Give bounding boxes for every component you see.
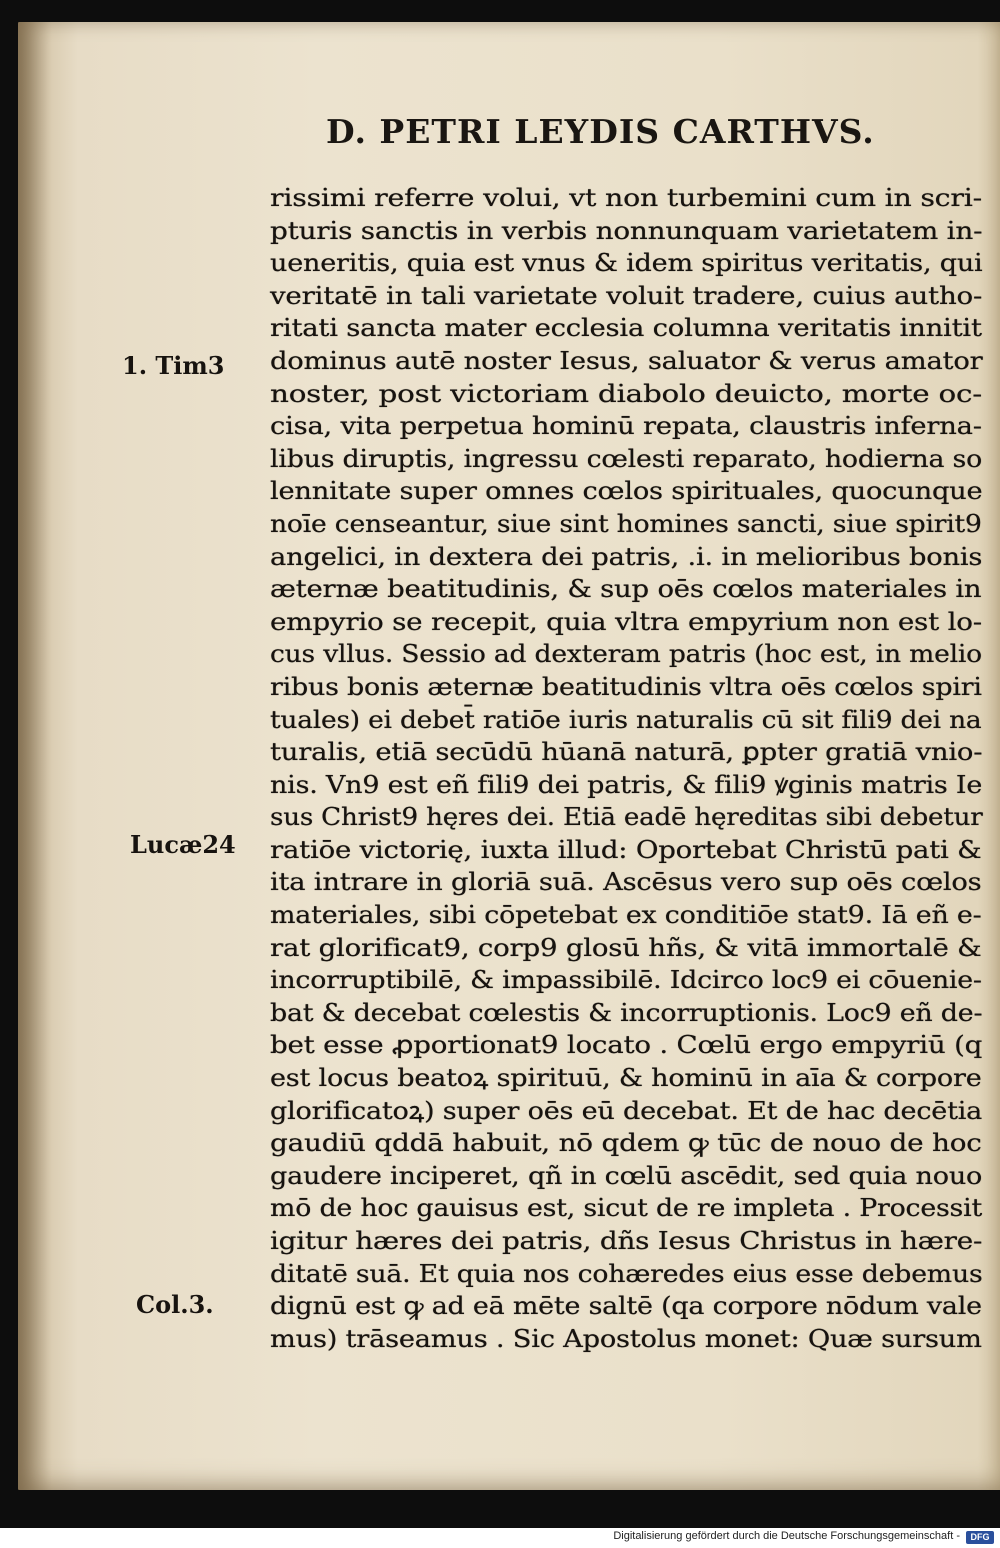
marginal-note: Col.3. bbox=[136, 1290, 214, 1319]
text-line: est locus beatoꝝ spirituū, & hominū in aīa & corpore bbox=[270, 1064, 982, 1093]
text-block bbox=[270, 182, 982, 1355]
text-line: nis. Vn9 est eñ fili9 dei patris, & fili9 ꝟginis matris Ie bbox=[270, 770, 983, 799]
text-line: mō de hoc gauisus est, sicut de re impleta . Processit bbox=[270, 1194, 983, 1223]
funding-credit: Digitalisierung gefördert durch die Deutsche Forschungsgemeinschaft - bbox=[613, 1530, 960, 1542]
text-line: bat & decebat cœlestis & incorruptionis. Loc9 eñ de- bbox=[270, 998, 983, 1027]
book-page bbox=[18, 22, 1000, 1490]
marginal-note: 1. Tim3 bbox=[122, 351, 225, 380]
dfg-logo: DFG bbox=[966, 1531, 994, 1544]
text-line: igitur hæres dei patris, dñs Iesus Christus in hære- bbox=[270, 1227, 983, 1255]
text-line: empyrio se recepit, quia vltra empyrium non est lo- bbox=[270, 607, 982, 636]
footer-bar bbox=[0, 1528, 1000, 1548]
text-line: veritatē in tali varietate voluit tradere, cuius autho- bbox=[270, 281, 983, 310]
text-line: glorificatoꝝ) super oēs eū decebat. Et de hac decētia bbox=[270, 1096, 983, 1125]
text-line: ribus bonis æternæ beatitudinis vltra oēs cœlos spiri bbox=[270, 672, 982, 701]
text-line: noster, post victoriam diabolo deuicto, morte oc- bbox=[270, 379, 982, 408]
text-line: materiales, sibi cōpetebat ex conditiōe stat9. Iā eñ e- bbox=[270, 901, 982, 930]
running-head: D. PETRI LEYDIS CARTHVS. bbox=[326, 112, 875, 151]
text-line: ueneritis, quia est vnus & idem spiritus veritatis, qui bbox=[270, 249, 983, 278]
text-line: mus) trāseamus . Sic Apostolus monet: Quæ sursum bbox=[270, 1324, 982, 1353]
text-line: lennitate super omnes cœlos spirituales, quocunque bbox=[270, 477, 983, 506]
text-line: noīe censeantur, siue sint homines sancti, siue spirit9 bbox=[270, 509, 982, 538]
text-line: dignū est ꝙ ad eā mēte saltē (qa corpore nōdum vale bbox=[270, 1292, 982, 1321]
text-line: rat glorificat9, corp9 glosū hñs, & vitā immortalē & bbox=[270, 933, 982, 962]
text-line: turalis, etiā secūdū hūanā naturā, ꝑpter gratiā vnio- bbox=[270, 738, 983, 767]
text-line: sus Christ9 hęres dei. Etiā eadē hęreditas sibi debetur bbox=[270, 803, 983, 832]
text-line: angelici, in dextera dei patris, .i. in melioribus bonis bbox=[270, 542, 983, 571]
text-line: æternæ beatitudinis, & sup oēs cœlos materiales in bbox=[270, 575, 982, 604]
text-line: incorruptibilē, & impassibilē. Idcirco loc9 ei cōuenie- bbox=[270, 966, 982, 995]
text-line: ditatē suā. Et quia nos cohæredes eius esse debemus bbox=[270, 1259, 983, 1288]
text-line: cisa, vita perpetua hominū repata, claustris inferna- bbox=[270, 412, 982, 441]
text-line: gaudiū qddā habuit, nō qdem ꝙ tūc de nouo de hoc bbox=[270, 1129, 982, 1158]
text-line: ita intrare in gloriā suā. Ascēsus vero sup oēs cœlos bbox=[270, 868, 982, 897]
text-line: cus vllus. Sessio ad dexteram patris (hoc est, in melio bbox=[270, 640, 982, 669]
text-line: ratiōe victorię, iuxta illud: Oportebat Christū pati & bbox=[270, 835, 982, 864]
text-line: rissimi referre volui, vt non turbemini cum in scri- bbox=[270, 184, 982, 212]
text-line: bet esse ꝓportionat9 locato . Cœlū ergo empyriū (q bbox=[270, 1031, 983, 1060]
text-line: pturis sanctis in verbis nonnunquam varietatem in- bbox=[270, 216, 983, 245]
text-line: tuales) ei debet̄ ratiōe iuris naturalis cū sit fili9 dei na bbox=[270, 705, 982, 734]
text-line: ritati sancta mater ecclesia columna veritatis innitit bbox=[270, 314, 982, 343]
text-line: libus diruptis, ingressu cœlesti reparato, hodierna so bbox=[270, 444, 983, 473]
text-line: dominus autē noster Iesus, saluator & verus amator bbox=[270, 346, 983, 375]
marginal-note: Lucæ24 bbox=[130, 830, 236, 859]
text-line: gaudere inciperet, qñ in cœlū ascēdit, sed quia nouo bbox=[270, 1161, 983, 1190]
